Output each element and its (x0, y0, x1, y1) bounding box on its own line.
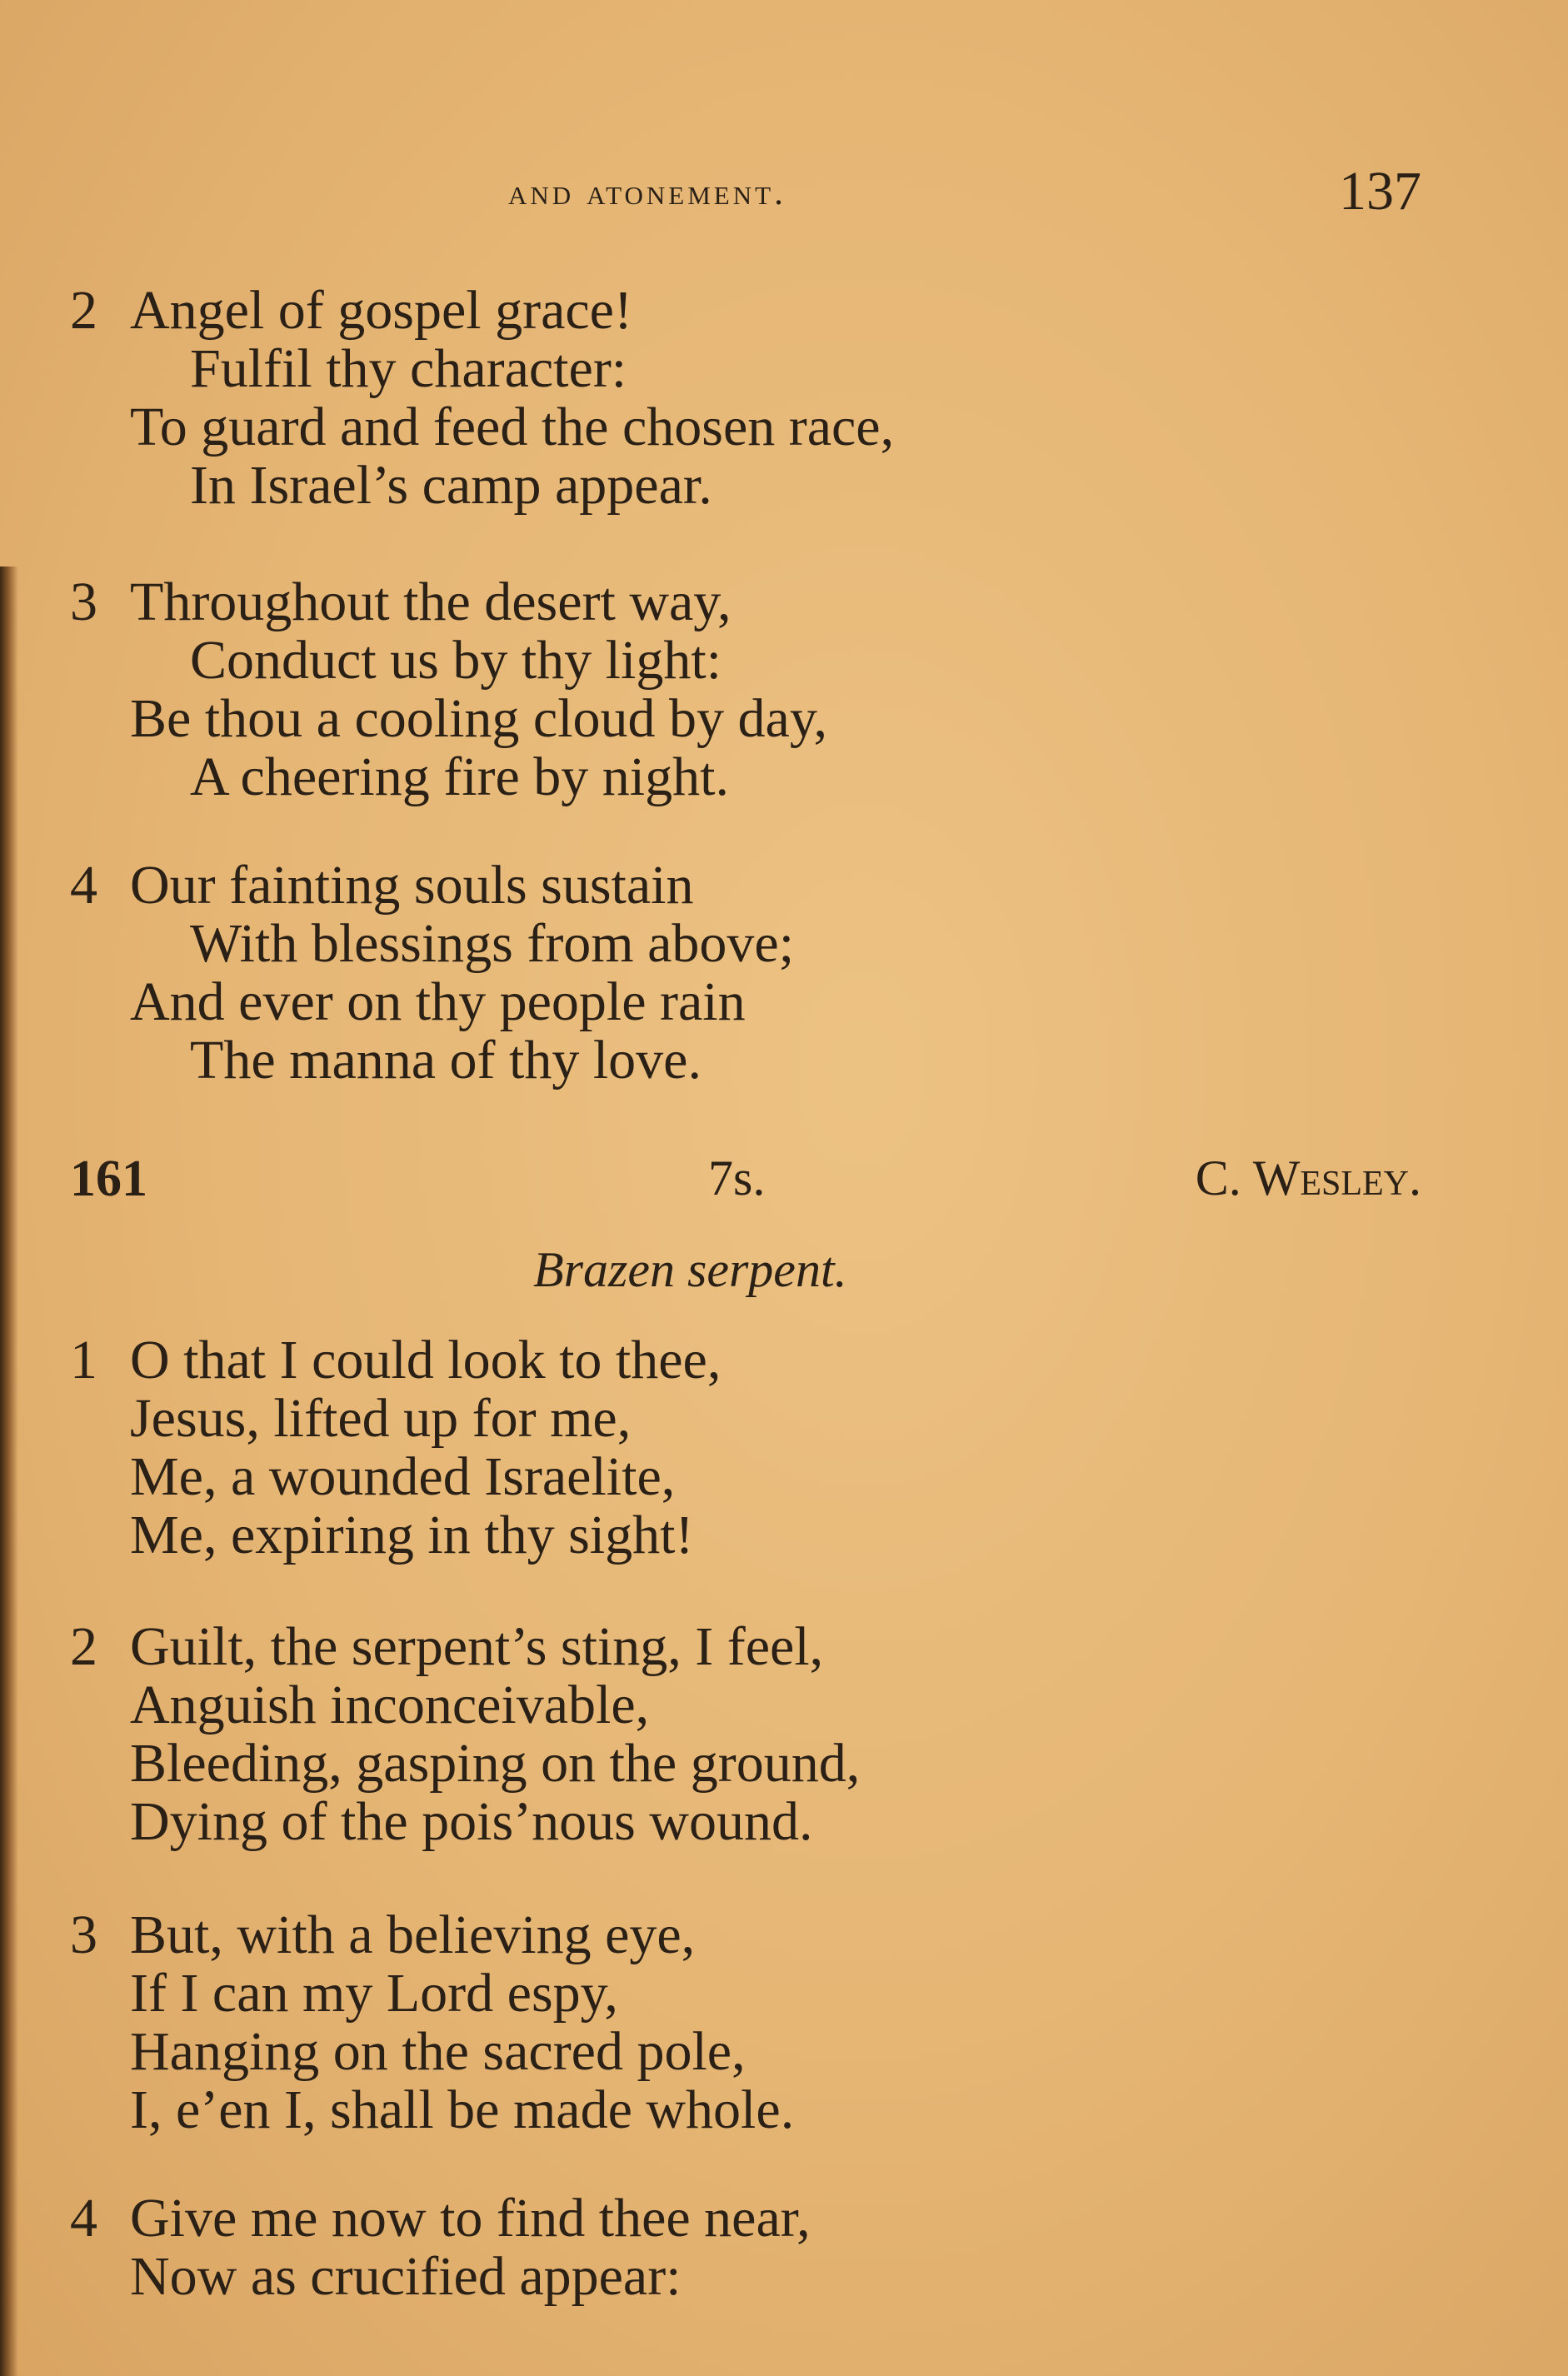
verse-line: Angel of gospel grace! (130, 280, 632, 341)
verse-line: Conduct us by thy light: (190, 630, 722, 691)
page-edge-shadow (0, 567, 18, 2376)
stanza-number: 2 (70, 280, 97, 341)
verse-line: The manna of thy love. (190, 1030, 702, 1091)
verse-line: Fulfil thy character: (190, 338, 627, 399)
hymn-heading (70, 1150, 1421, 1216)
stanza-prev-2 (70, 282, 894, 515)
verse-line: Guilt, the serpent’s sting, I feel, (130, 1616, 824, 1677)
verse-line: Now as crucified appear: (130, 2246, 682, 2307)
verse-line: Throughout the desert way, (130, 572, 732, 632)
stanza-4 (70, 2189, 811, 2306)
verse-line: If I can my Lord espy, (130, 1963, 618, 2024)
verse-line: But, with a believing eye, (130, 1904, 696, 1965)
stanza-3 (70, 1906, 794, 2139)
stanza-number: 4 (70, 2188, 97, 2249)
page-number: 137 (1339, 161, 1421, 222)
verse-line: Be thou a cooling cloud by day, (130, 688, 828, 749)
stanza-number: 4 (70, 855, 97, 916)
verse-line: With blessings from above; (190, 913, 795, 974)
verse-line: To guard and feed the chosen race, (130, 397, 895, 457)
verse-line: Hanging on the sacred pole, (130, 2021, 746, 2082)
stanza-2 (70, 1618, 860, 1851)
verse-line: Dying of the pois’nous wound. (130, 1791, 813, 1852)
running-header: and atonement. (508, 172, 787, 212)
stanza-number: 3 (70, 1904, 97, 1965)
verse-line: A cheering fire by night. (190, 746, 729, 807)
verse-line: Our fainting souls sustain (130, 855, 694, 916)
stanza-number: 1 (70, 1330, 97, 1390)
verse-line: Give me now to find thee near, (130, 2188, 811, 2249)
verse-line: Jesus, lifted up for me, (130, 1388, 632, 1449)
hymn-meter: 7s. (708, 1151, 766, 1205)
stanza-number: 2 (70, 1616, 97, 1677)
hymn-author: C. Wesley. (1195, 1151, 1421, 1205)
verse-line: In Israel’s camp appear. (190, 455, 712, 516)
verse-line: I, e’en I, shall be made whole. (130, 2079, 795, 2140)
verse-line: Bleeding, gasping on the ground, (130, 1733, 861, 1794)
hymn-number: 161 (70, 1151, 147, 1207)
stanza-1 (70, 1331, 721, 1565)
hymn-subtitle: Brazen serpent. (533, 1242, 847, 1297)
verse-line: Me, expiring in thy sight! (130, 1505, 694, 1565)
stanza-number: 3 (70, 572, 97, 632)
verse-line: Me, a wounded Israelite, (130, 1446, 676, 1507)
stanza-prev-4 (70, 856, 794, 1090)
stanza-prev-3 (70, 573, 827, 806)
verse-line: O that I could look to thee, (130, 1330, 722, 1390)
verse-line: Anguish inconceivable, (130, 1675, 650, 1735)
verse-line: And ever on thy people rain (130, 971, 746, 1032)
